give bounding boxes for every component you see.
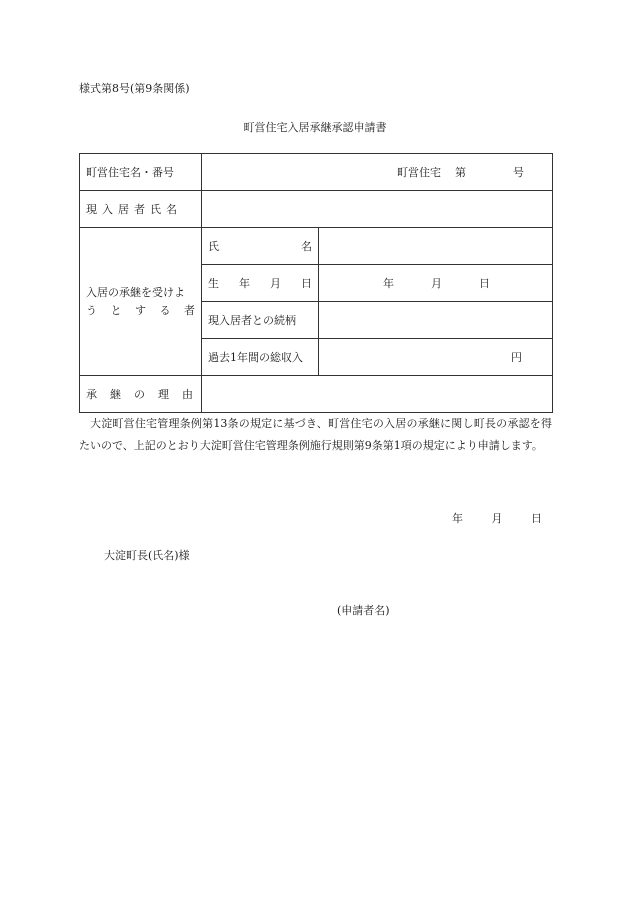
current-resident-row <box>80 191 553 228</box>
applicant-label-char: う <box>86 303 97 317</box>
date-day-label: 日 <box>531 512 542 525</box>
applicant-label-char: と <box>110 303 122 317</box>
housing-prefix: 町営住宅 <box>397 166 441 179</box>
income-unit: 円 <box>511 351 522 364</box>
birth-day-label: 日 <box>479 277 490 290</box>
reason-label-char: 承 <box>86 388 97 401</box>
applicant-label-line1: 入居の承継を受けよ <box>86 285 185 299</box>
birth-label-char: 月 <box>270 277 281 290</box>
reason-label <box>86 386 201 402</box>
applicant-label-char: る <box>159 303 171 317</box>
applicant-group-label <box>80 228 202 376</box>
applicant-label-char: 者 <box>184 303 195 317</box>
relation-value[interactable] <box>319 302 553 339</box>
name-label <box>208 238 312 254</box>
form-reference: 様式第8号(第9条関係) <box>79 82 190 95</box>
housing-dai: 第 <box>455 166 466 179</box>
application-date <box>452 510 542 526</box>
applicant-signature: (申請者名) <box>337 604 390 617</box>
housing-value <box>202 164 552 180</box>
addressee: 大淀町長(氏名)様 <box>104 549 190 562</box>
housing-label-cell <box>80 154 202 191</box>
current-resident-label: 現入居者氏名 <box>80 191 202 228</box>
reason-label-cell <box>80 376 202 413</box>
reason-value[interactable] <box>202 376 553 413</box>
name-label-cell <box>202 228 319 265</box>
name-label-char: 氏 <box>208 240 219 253</box>
document-title: 町営住宅入居承継承認申請書 <box>243 121 387 134</box>
reason-label-char: 理 <box>158 388 169 401</box>
housing-label-text: 町営住宅名・番号 <box>86 166 174 179</box>
reason-row <box>80 376 553 413</box>
birth-label-char: 年 <box>239 277 250 290</box>
date-month-label: 月 <box>491 512 503 525</box>
housing-label <box>86 164 201 180</box>
birthdate-ymd <box>319 275 552 291</box>
birth-label-char: 生 <box>208 277 219 290</box>
name-label-char: 名 <box>301 240 312 253</box>
relation-label: 現入居者との続柄 <box>202 302 319 339</box>
income-value[interactable] <box>319 339 553 376</box>
housing-go: 号 <box>513 166 524 179</box>
application-statement: 大淀町営住宅管理条例第13条の規定に基づき、町営住宅の入居の承継に関し町長の承認を得たいので、上記のとおり大淀町営住宅管理条例施行規則第9条第1項の規定により申請します。 <box>79 417 552 452</box>
current-resident-value[interactable] <box>202 191 553 228</box>
application-form-table <box>79 153 553 413</box>
income-label: 過去1年間の総収入 <box>202 339 319 376</box>
birth-year-label: 年 <box>383 277 394 290</box>
applicant-label-char: す <box>135 303 146 317</box>
reason-label-char: 継 <box>110 388 121 401</box>
applicant-label-line2 <box>86 302 195 320</box>
reason-label-char: の <box>134 388 145 401</box>
date-year-label: 年 <box>452 512 463 525</box>
reason-label-char: 由 <box>182 388 193 401</box>
birth-month-label: 月 <box>431 277 442 290</box>
birthdate-label <box>208 275 312 291</box>
birthdate-value[interactable] <box>319 265 553 302</box>
housing-row <box>80 154 553 191</box>
name-value[interactable] <box>319 228 553 265</box>
applicant-name-row <box>80 228 553 265</box>
birth-label-char: 日 <box>301 277 312 290</box>
housing-value-cell[interactable] <box>202 154 553 191</box>
birthdate-label-cell <box>202 265 319 302</box>
